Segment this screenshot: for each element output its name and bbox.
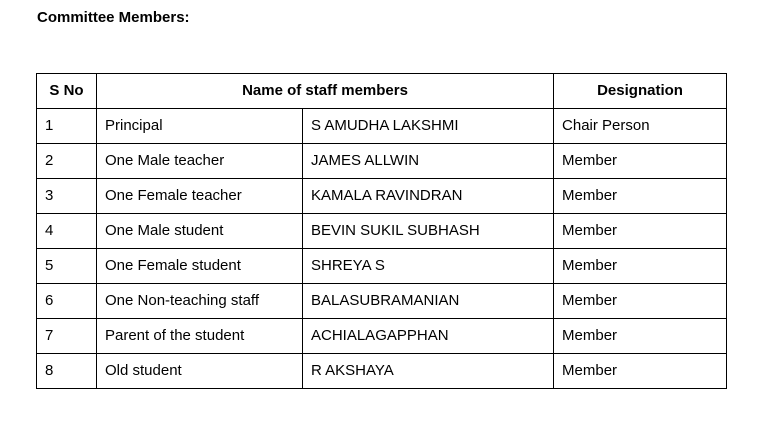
cell-role: Principal [97, 109, 303, 144]
cell-name: R AKSHAYA [303, 354, 554, 389]
cell-sno: 5 [37, 249, 97, 284]
table-row [37, 144, 727, 179]
table-row [37, 354, 727, 389]
table-header-row [37, 74, 727, 109]
column-header-sno: S No [37, 74, 97, 109]
cell-designation: Member [554, 354, 727, 389]
cell-designation: Member [554, 319, 727, 354]
cell-designation: Member [554, 214, 727, 249]
cell-name: ACHIALAGAPPHAN [303, 319, 554, 354]
column-header-designation: Designation [554, 74, 727, 109]
cell-name: SHREYA S [303, 249, 554, 284]
cell-designation: Member [554, 284, 727, 319]
table-row [37, 109, 727, 144]
cell-name: BEVIN SUKIL SUBHASH [303, 214, 554, 249]
cell-sno: 3 [37, 179, 97, 214]
table-row [37, 319, 727, 354]
cell-sno: 8 [37, 354, 97, 389]
cell-role: Parent of the student [97, 319, 303, 354]
cell-sno: 1 [37, 109, 97, 144]
page-title: Committee Members: [37, 9, 190, 26]
cell-designation: Member [554, 179, 727, 214]
cell-name: BALASUBRAMANIAN [303, 284, 554, 319]
cell-sno: 4 [37, 214, 97, 249]
table-row [37, 249, 727, 284]
cell-designation: Member [554, 249, 727, 284]
cell-role: One Male teacher [97, 144, 303, 179]
column-header-name: Name of staff members [97, 74, 554, 109]
table-row [37, 284, 727, 319]
cell-sno: 2 [37, 144, 97, 179]
cell-name: S AMUDHA LAKSHMI [303, 109, 554, 144]
cell-designation: Member [554, 144, 727, 179]
table-row [37, 214, 727, 249]
cell-name: KAMALA RAVINDRAN [303, 179, 554, 214]
cell-name: JAMES ALLWIN [303, 144, 554, 179]
cell-role: One Male student [97, 214, 303, 249]
cell-role: One Female teacher [97, 179, 303, 214]
cell-role: Old student [97, 354, 303, 389]
cell-sno: 6 [37, 284, 97, 319]
cell-role: One Female student [97, 249, 303, 284]
cell-role: One Non-teaching staff [97, 284, 303, 319]
cell-designation: Chair Person [554, 109, 727, 144]
committee-members-table [36, 73, 727, 389]
table-row [37, 179, 727, 214]
cell-sno: 7 [37, 319, 97, 354]
